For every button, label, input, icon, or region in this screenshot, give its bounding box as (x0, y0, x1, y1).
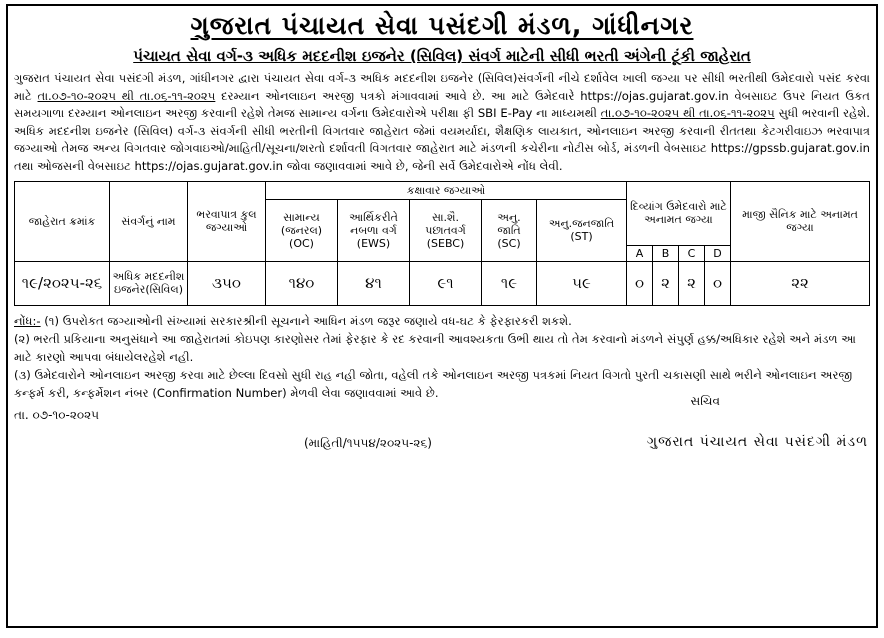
note-3: (૩) ઉમેદવારોને ઓનલાઇન અરજી કરવા માટે છેલ્લા દિવસો સુધી રાહ નહી જોતા, વહેલી તકે ઓનલાઇન અરજી પત્રકમાં નિયત વિગતો પુરતી ચકાસણી સાથે ભરીને ઓનલાઇન અરજી કન્ફર્મ કરી, કન્ફર્મેશન નંબર (Confirmation Number) મેળવી લેવા જણાવવામાં આવે છે. (14, 367, 853, 400)
intro-text-1: ગુજરાત પંચાયત સેવા પસંદગી મંડળ, ગાંધીનગર દ્વારા પંચાયત સેવા વર્ગ-૩ અધિક મદદનીશ ઇજનેર (સિવિલ)સંવર્ગની નીચે દર્શાવેલ ખાલી જગ્યા પર સીધી ભરતીથી ઉમેદવારો પસંદ કરવા માટે (14, 71, 870, 103)
note-1 (14, 312, 870, 330)
cell-sebc: ૯૧ (410, 261, 482, 305)
header-ex-servicemen: માજી સૈનિક માટે અનામત જગ્યા (731, 181, 870, 261)
header-disabled-c: C (679, 245, 705, 261)
issue-date: તા. ૦૭-૧૦-૨૦૨૫ (14, 407, 100, 422)
header-ews: આર્થિકરીતે નબળા વર્ગ (EWS) (338, 199, 410, 261)
reference-number: (માહિતી/૧૫૫૪/૨૦૨૫-૨૬) (304, 435, 432, 450)
vacancy-table (14, 181, 870, 306)
header-disabled-d: D (705, 245, 731, 261)
note-1-text: (૧) ઉપરોકત જગ્યાઓની સંખ્યામાં સરકારશ્રીની સૂચનાને આધિન મંડળ જરૂર જણાયે વધ-ઘટ કે ફેરફારકરી શકશે. (40, 313, 572, 328)
table-row (15, 261, 870, 305)
cell-adv-no: ૧૯/૨૦૨૫-૨૬ (15, 261, 110, 305)
intro-paragraph (14, 70, 870, 176)
header-adv-no: જાહેરાત ક્રમાંક (15, 181, 110, 261)
cell-general: ૧૪૦ (266, 261, 338, 305)
cell-cadre: અધિક મદદનીશ ઇજનેર(સિવિલ) (110, 261, 188, 305)
fee-dates: તા.૦૭-૧૦-૨૦૨૫ થી તા.૦૬-૧૧-૨૦૨૫ (600, 106, 775, 121)
header-category-group: કક્ષાવાર જગ્યાઓ (266, 181, 627, 199)
header-disabled: દિવ્યાંગ ઉમેદવારો માટે અનામત જગ્યા (627, 181, 731, 245)
header-st: અનુ.જનજાતિ (ST) (537, 199, 627, 261)
secretary-label: સચિવ (690, 393, 720, 408)
intro-text-2: દરમ્યાન ઓનલાઇન અરજી પત્રકો મંગાવવામાં આવે છે. આ માટે ઉમેદવારે https://ojas.gujarat.gov.in વેબસાઇટ ઉપર નિયત ઉકત સમયગાળા દરમ્યાન ઓનલાઇન અરજી કરવાની રહેશે તેમજ સામાન્ય વર્ગના ઉમેદવારોએ પરીક્ષા ફી SBI E-Pay ના માધ્યમથી (14, 88, 870, 121)
header-disabled-b: B (653, 245, 679, 261)
header-sc: અનુ. જાતિ (SC) (482, 199, 537, 261)
header-sebc: સા.શૈ. પછાતવર્ગ (SEBC) (410, 199, 482, 261)
notes-section (14, 312, 870, 402)
page-subtitle: પંચાયત સેવા વર્ગ-૩ અધિક મદદનીશ ઇજનેર (સિવિલ) સંવર્ગ માટેની સીધી ભરતી અંગેની ટૂંકી જાહેરાત (133, 47, 751, 65)
cell-disabled-b: ૨ (653, 261, 679, 305)
cell-ews: ૪૧ (338, 261, 410, 305)
header-disabled-a: A (627, 245, 653, 261)
header-total: ભરવાપાત્ર કુલ જગ્યાઓ (188, 181, 266, 261)
application-dates: તા.૦૭-૧૦-૨૦૨૫ થી તા.૦૬-૧૧-૨૦૨૫ (37, 88, 216, 103)
cell-disabled-c: ૨ (679, 261, 705, 305)
organization-name: ગુજરાત પંચાયત સેવા પસંદગી મંડળ (646, 433, 868, 450)
note-2: (૨) ભરતી પ્રકિયાના અનુસંધાને આ જાહેરાતમાં કોઇપણ કારણોસર તેમાં ફેરફાર કે રદ કરવાની આવશ્યકતા ઉભી થાય તો તેમ કરવાનો મંડળને સંપુર્ણ હક્ક/અધિકાર રહેશે અને મંડળ આ માટે કારણો આપવા બંધાયેલરહેશે નહી. (14, 331, 856, 364)
header-cadre: સંવર્ગનું નામ (110, 181, 188, 261)
cell-disabled-a: ૦ (627, 261, 653, 305)
advertisement-page (6, 4, 878, 628)
footer (14, 393, 870, 458)
cell-st: ૫૯ (537, 261, 627, 305)
cell-total: ૩૫૦ (188, 261, 266, 305)
cell-disabled-d: ૦ (705, 261, 731, 305)
notes-heading: નોંધ:- (14, 313, 41, 328)
page-title: ગુજરાત પંચાયત સેવા પસંદગી મંડળ, ગાંધીનગર (190, 11, 694, 40)
header-general: સામાન્ય (જનરલ) (OC) (266, 199, 338, 261)
cell-ex-servicemen: ૨૨ (731, 261, 870, 305)
cell-sc: ૧૯ (482, 261, 537, 305)
intro-text-3: સુધી ભરવાની રહેશે. અધિક મદદનીશ ઇજનેર (સિવિલ) વર્ગ-૩ સંવર્ગની સીધી ભરતીની વિગતવાર જાહેરાત જેમાં વયમર્યાદા, શૈક્ષણિક લાયકાત, ઓનલાઇન અરજી કરવાની રીતતથા કેટગરીવાઇઝ ભરવાપાત્ર જગ્યાઓ તેમજ અન્ય વિગતવાર જોગવાઇઓ/માહિતી/સૂચના/શરતો દર્શાવતી વિગતવાર જાહેરાત માટે મંડળની કચેરીના નોટીસ બોર્ડ, મંડળની વેબસાઇટ https://gpssb.gujarat.gov.in તથા ઓજસની વેબસાઇટ https://ojas.gujarat.gov.in જોવા જણાવવામાં આવે છે, જેની સર્વે ઉમેદવારોએ નોંધ લેવી. (14, 106, 870, 173)
